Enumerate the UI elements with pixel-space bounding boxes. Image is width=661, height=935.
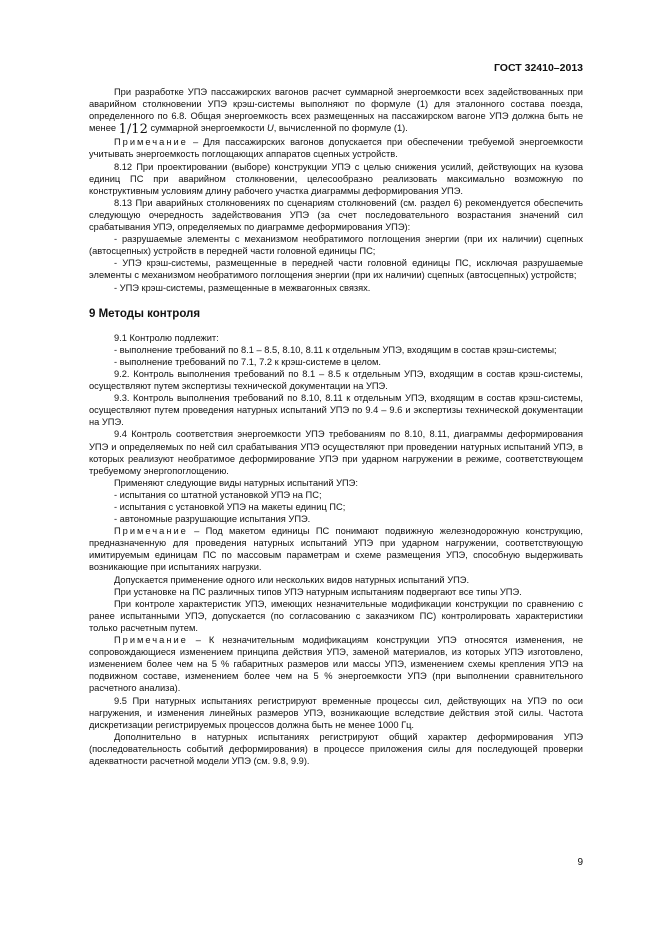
list-item: - выполнение требований по 8.1 – 8.5, 8.10, 8.11 к отдельным УПЭ, входящим в состав крэш-системы; [114, 344, 557, 355]
document-code-header: ГОСТ 32410–2013 [493, 62, 583, 74]
list-item: - выполнение требований по 7.1, 7.2 к крэш-системе в целом. [114, 356, 382, 367]
paragraph-install: При установке на ПС различных типов УПЭ натурным испытаниям подвергают все типы УПЭ. [114, 586, 522, 597]
note-label: Примечание [114, 137, 188, 148]
paragraph-8-12: 8.12 При проектировании (выборе) конструкции УПЭ с целью снижения усилий, действующих на кузова единиц ПС при аварийном столкновении, целесообразно реализовать максимально возможную по конструктивным условиям длину рабочего участка диаграммы деформирования УПЭ. [89, 161, 583, 196]
note-paragraph: Примечание – Для пассажирских вагонов допускается при обеспечении требуемой энергоемкости учитывать энергоемкость поглощающих аппаратов сцепных устройств. [89, 137, 583, 160]
list-item: - испытания с установкой УПЭ на макеты единиц ПС; [114, 502, 346, 512]
note-paragraph: Примечание – К незначительным модификациям конструкции УПЭ относятся изменения, не сопровождающиеся изменением принципа действия УПЭ, заменой материалов, из которых УПЭ изготовлено, изменением более чем на 5 % габаритных размеров или массы УПЭ, изменением схемы крепления УПЭ на подвижном составе, изменением более чем на 5 % энергоемкости УПЭ (при выполнении сравнительного расчетного анализа). [89, 635, 583, 694]
paragraph-energy-capacity: При разработке УПЭ пассажирских вагонов расчет суммарной энергоемкости всех задействованных при аварийном столкновении УПЭ крэш-системы выполняют по формуле (1) для эталонного состава поезда, определенного по 6.8. Общая энергоемкость всех размещенных на пассажирском вагоне УПЭ должна быть не менее 1/12 суммарной энергоемкости U, вычисленной по формуле (1). [89, 87, 583, 138]
note-label: Примечание [114, 635, 188, 646]
variable-u: U [267, 123, 274, 134]
note-label: Примечание [114, 526, 188, 537]
section-heading: 9 Методы контроля [89, 307, 201, 320]
document-body [89, 86, 583, 767]
paragraph-test-types: Применяют следующие виды натурных испытаний УПЭ: [114, 477, 358, 488]
list-item: - УПЭ крэш-системы, размещенные в межвагонных связях. [114, 282, 371, 293]
fraction-1-12: 1/12 [118, 122, 148, 138]
list-item: - УПЭ крэш-системы, размещенные в передней части головной единицы ПС, исключая разрушаемые элементы с механизмом необратимого поглощения энергии (при их наличии) сцепных (автосцепных) устройств; [89, 258, 583, 281]
paragraph-9-2: 9.2. Контроль выполнения требований по 8.1 – 8.5 к отдельным УПЭ, входящим в состав крэш-системы, осуществляют путем экспертизы технической документации на УПЭ. [89, 368, 583, 392]
paragraph-9-1: 9.1 Контролю подлежит: [114, 332, 219, 343]
list-item: - испытания со штатной установкой УПЭ на ПС; [114, 489, 322, 500]
list-item: - разрушаемые элементы с механизмом необратимого поглощения энергии (при их наличии) сцепных (автосцепных) устройств в передней части головной единицы ПС; [89, 234, 583, 257]
paragraph-9-3: 9.3. Контроль выполнения требований по 8.10, 8.11 к отдельным УПЭ, входящим в состав крэш-системы, осуществляют путем проведения натурных испытаний УПЭ по 9.4 – 9.6 и экспертизы технической документации на УПЭ. [89, 393, 583, 428]
paragraph-9-4: 9.4 Контроль соответствия энергоемкости УПЭ требованиям по 8.10, 8.11, диаграммы деформирования УПЭ и определяемых по ней сил срабатывания УПЭ осуществляют при проведении натурных испытаний УПЭ, в которых реализуют необратимое деформирование УПЭ при ударном нагружении в режиме, соответствующем требуемому энергопоглощению. [89, 429, 583, 476]
note-paragraph: Примечание – Под макетом единицы ПС понимают подвижную железнодорожную конструкцию, предназначенную для проведения натурных испытаний УПЭ при ударном нагружении, соответствующую имитируемым единицам ПС по массовым параметрам и схеме размещения УПЭ, способную выдерживать возникающие при испытаниях нагрузки. [89, 526, 583, 573]
paragraph-allow: Допускается применение одного или нескольких видов натурных испытаний УПЭ. [114, 574, 470, 585]
paragraph-8-13: 8.13 При аварийных столкновениях по сценариям столкновений (см. раздел 6) рекомендуется обеспечить следующую очередность задействования УПЭ (за счет последовательного возрастания значений сил срабатывания УПЭ, определяемых по диаграмме деформирования УПЭ): [89, 197, 583, 233]
paragraph-control: При контроле характеристик УПЭ, имеющих незначительные модификации конструкции по сравнению с ранее испытанными УПЭ, допускается (по согласованию с заказчиком ПС) контролировать характеристики только расчетным путем. [89, 598, 583, 633]
paragraph-additional: Дополнительно в натурных испытаниях регистрируют общий характер деформирования УПЭ (последовательность событий деформирования) в процессе приложения силы для последующей проверки адекватности расчетной модели УПЭ (см. 9.8, 9.9). [89, 731, 583, 766]
paragraph-9-5: 9.5 При натурных испытаниях регистрируют временные процессы сил, действующих на УПЭ по оси нагружения, и изменения линейных размеров УПЭ, возникающие вследствие действия этой силы. Частота дискретизации регистрируемых процессов должна быть не менее 1000 Гц. [89, 695, 583, 730]
page-number: 9 [577, 857, 583, 868]
list-item: - автономные разрушающие испытания УПЭ. [114, 514, 311, 525]
